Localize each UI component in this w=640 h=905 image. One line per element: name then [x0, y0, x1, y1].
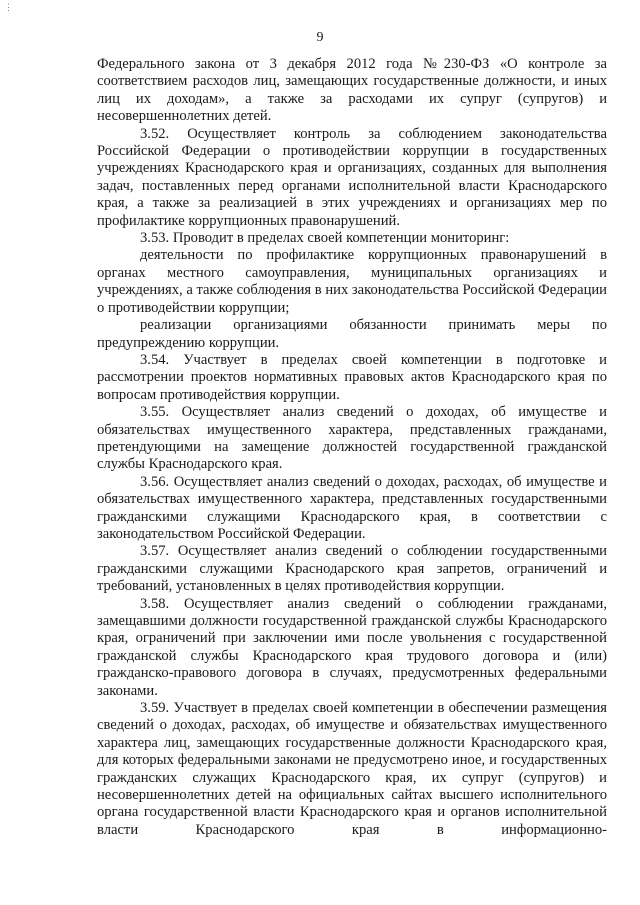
document-body — [97, 56, 607, 839]
paragraph: 3.55. Осуществляет анализ сведений о доходах, об имуществе и обязательствах имущественного характера, представленных гражданами, претендующими на замещение должностей государственной гражданской службы Краснодарского края. — [97, 404, 607, 473]
paragraph: реализации организациями обязанности принимать меры по предупреждению коррупции. — [97, 317, 607, 351]
paragraph: 3.53. Проводит в пределах своей компетенции мониторинг: — [140, 230, 510, 247]
paragraph: 3.57. Осуществляет анализ сведений о соблюдении государственными гражданскими служащими Краснодарского края запретов, ограничений и требований, установленных в целях противодействия коррупции. — [97, 543, 607, 595]
paragraph: 3.54. Участвует в пределах своей компетенции в подготовке и рассмотрении проектов нормативных правовых актов Краснодарского края по вопросам противодействия коррупции. — [97, 351, 607, 403]
page-number: 9 — [316, 30, 324, 45]
paragraph: деятельности по профилактике коррупционных правонарушений в органах местного самоуправления, муниципальных организациях и учреждениях, а также соблюдения в них законодательства Российской Федерации о противодействии коррупции; — [97, 247, 607, 316]
paragraph: 3.56. Осуществляет анализ сведений о доходах, расходах, об имуществе и обязательствах имущественного характера, представленных государственными гражданскими служащими Краснодарского края, в соответствии с законодательством Российской Федерации. — [97, 473, 607, 542]
paragraph: 3.52. Осуществляет контроль за соблюдением законодательства Российской Федерации о противодействии коррупции в государственных учреждениях Краснодарского края и организациях, созданных для выполнения задач, поставленных перед органами исполнительной власти Краснодарского края, а также за реализацией в этих учреждениях и организациях мер по профилактике коррупционных правонарушений. — [97, 125, 607, 229]
corner-mark: ⋮ — [4, 2, 13, 12]
paragraph: 3.59. Участвует в пределах своей компетенции в обеспечении размещения сведений о доходах, расходах, об имуществе и обязательствах имущественного характера лиц, замещающих государственные должности Краснодарского края, для которых федеральными законами не предусмотрено иное, и государственных гражданских служащих Краснодарского края, их супруг (супругов) и несовершеннолетних детей на официальных сайтах высшего исполнительного органа государственной власти Краснодарского края и органов исполнительной власти Краснодарского края в информационно- — [97, 700, 607, 838]
paragraph: Федерального закона от 3 декабря 2012 года №230-ФЗ «О контроле за соответствием расходов лиц, замещающих государственные должности, и иных лиц их доходам», а также за расходами их супруг (супругов) и несовершеннолетних детей. — [97, 56, 607, 125]
paragraph: 3.58. Осуществляет анализ сведений о соблюдении гражданами, замещавшими должности государственной гражданской службы Краснодарского края, ограничений при заключении ими после увольнения с государственной гражданской службы Краснодарского края трудового договора и (или) гражданско-правового договора в случаях, предусмотренных федеральными законами. — [97, 595, 607, 699]
